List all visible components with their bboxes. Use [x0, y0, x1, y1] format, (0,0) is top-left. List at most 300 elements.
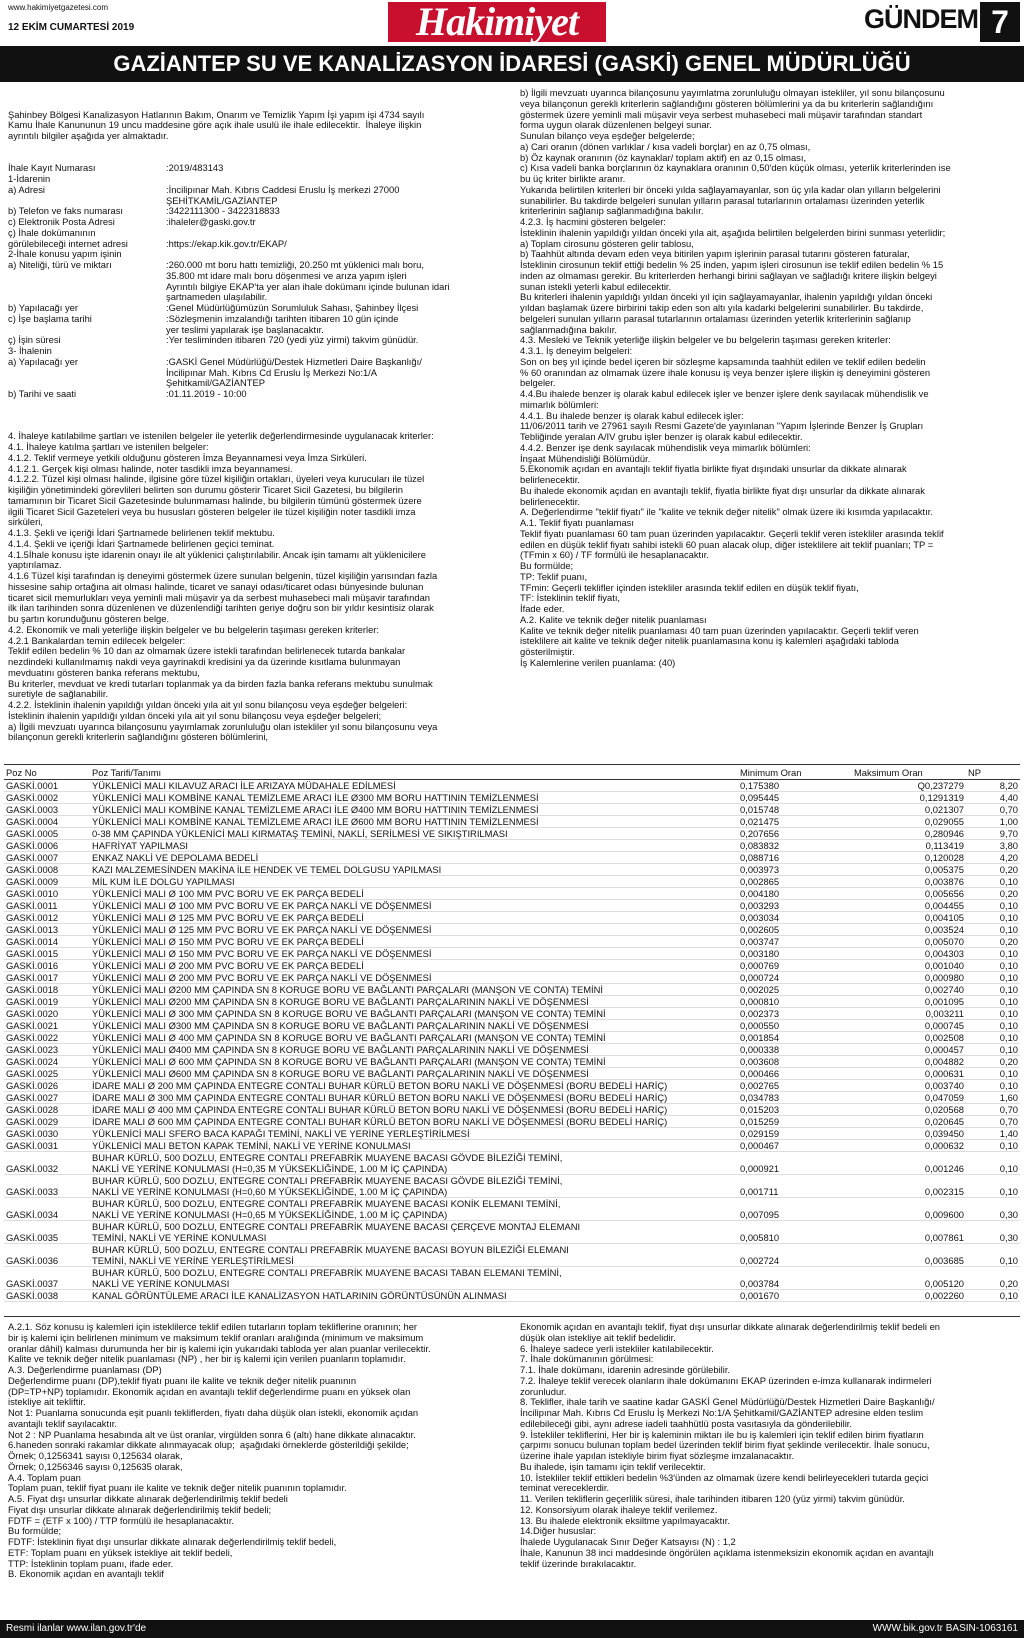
cell-np: 8,20 [966, 780, 1020, 792]
text-line: İhale, Kanunun 38 inci maddesinde öngörülen açıklama istenmeksizin ekonomik açıdan en avantajlı [520, 1547, 934, 1558]
text-line: suretiyle de sağlanabilir. [8, 689, 109, 700]
cell-np: 0,10 [966, 1032, 1020, 1044]
text-line: A.4. Toplam puan [8, 1472, 81, 1483]
table-row [4, 1221, 1020, 1244]
cell-poz-no: GASKİ.0009 [4, 876, 90, 888]
cell-min-ratio: 0,005810 [738, 1221, 852, 1244]
cell-description: YÜKLENİCİ MALI Ø 100 MM PVC BORU VE EK PARÇA NAKLİ VE DÖŞENMESİ [90, 900, 738, 912]
text-line: c) Kısa vadeli banka borçlarının öz kaynaklara oranının 0,50'den küçük olması, yeterlik kriterlerinden ise [520, 163, 951, 174]
detail-value: 35.800 mt idare malı boru döşenmesi ve arıza yapım işleri [166, 269, 407, 281]
cell-max-ratio: 0,020645 [852, 1116, 966, 1128]
text-line: 4.1.2.2. Tüzel kişi olması halinde, ilgisine göre tüzel kişiliğin ortakları, üyeleri veya kurucuları ile tüzel [8, 474, 425, 485]
site-url[interactable]: www.hakimiyetgazetesi.com [8, 3, 109, 12]
cell-min-ratio: 0,002373 [738, 1008, 852, 1020]
cell-max-ratio: 0,001246 [852, 1152, 966, 1175]
cell-np: 0,20 [966, 888, 1020, 900]
cell-max-ratio: 0,004303 [852, 948, 966, 960]
cell-poz-no: GASKİ.0015 [4, 948, 90, 960]
detail-value: :https://ekap.kik.gov.tr/EKAP/ [166, 237, 287, 249]
cell-poz-no: GASKİ.0026 [4, 1080, 90, 1092]
text-line: 9. İstekliler tekliflerini, Her bir iş kaleminin miktarı ile bu iş kalemleri için teklif edilen birim fiyatların [520, 1429, 924, 1440]
cell-poz-no: GASKİ.0025 [4, 1068, 90, 1080]
text-line: Not 2 : NP Puanlama hesabında alt ve üst oranlar, virgülden sonra 6 (altı) hane dikkate alınacaktır. [8, 1429, 416, 1440]
text-line: edilebileceği gibi, aynı adrese iadeli taahhütlü posta vasıtasıyla da gönderilebilir. [520, 1418, 852, 1429]
detail-row [8, 271, 508, 282]
text-line: ayrıntılı bilgiler aşağıda yer almaktadır. [8, 131, 169, 141]
detail-row [8, 314, 508, 325]
cell-poz-no: GASKİ.0018 [4, 984, 90, 996]
cell-poz-no: GASKİ.0029 [4, 1116, 90, 1128]
detail-value: şartnameden ulaşılabilir. [166, 291, 268, 303]
cell-np: 9,70 [966, 828, 1020, 840]
text-line: ilk ilan tarihinden sonra düzenlenen ve düzenlendiği tarihten geriye doğru son bir yıldır kesintisiz olarak [8, 603, 434, 614]
text-line: üzerine ihale yapılan istekliyle birim fiyat sözleşme imzalanacaktır. [520, 1451, 795, 1461]
text-line: nezdindeki kullanılmamış nakdi veya gayrinakdi kredisini ya da üzerinde kısıtlama bulunmayan [8, 657, 401, 667]
cell-poz-no: GASKİ.0032 [4, 1152, 90, 1175]
detail-value: :260.000 mt boru hattı temizliği, 20.250 mt yüklenici malı boru, [166, 259, 424, 270]
text-line: Fiyat dışı unsurlar dikkate alınarak değerlendirilmiş teklif bedeli; [8, 1504, 272, 1515]
cell-poz-no: GASKİ.0002 [4, 792, 90, 804]
cell-np: 0,10 [966, 1175, 1020, 1198]
detail-value: :01.11.2019 - 10:00 [166, 388, 247, 399]
cell-min-ratio: 0,000810 [738, 996, 852, 1008]
detail-row [8, 185, 508, 196]
cell-max-ratio: 0,020568 [852, 1104, 966, 1116]
text-line: Ekonomik açıdan en avantajlı teklif, fiyat dışı unsurlar dikkate alınarak değerlendirilmiş teklif bedeli en [520, 1322, 941, 1332]
cell-max-ratio: 0,005070 [852, 936, 966, 948]
intro-text [8, 110, 508, 142]
footer-left-link[interactable]: Resmi ilanlar www.ilan.gov.tr'de [6, 1623, 147, 1634]
cell-max-ratio: 0,000632 [852, 1140, 966, 1152]
text-line: 6. İhaleye sadece yerli istekliler katılabilecektir. [520, 1343, 714, 1354]
cell-poz-no: GASKİ.0007 [4, 852, 90, 864]
text-line: sağlanmadığına bakılır. [520, 324, 617, 335]
text-line: 4.3. Mesleki ve Teknik yeterliğe ilişkin belgeler ve bu belgelerin taşıması gereken kriterler: [520, 335, 891, 346]
text-line: bir iş kalemi için belirlenen minimum ve maksimum teklif oranları aralığında (minimum ve maksimum [8, 1332, 424, 1343]
text-line: İncilipınar Mah. Kıbrıs Cd Eruslu İş Merkezi No:1/A Şehitkamil/GAZİANTEP adresine elden teslim [520, 1408, 924, 1418]
detail-row [8, 335, 508, 346]
table-row [4, 1152, 1020, 1175]
detail-value [166, 228, 508, 239]
cell-description: YÜKLENİCİ MALI KOMBİNE KANAL TEMİZLEME ARACI İLE Ø300 MM BORU HATTININ TEMİZLENMESİ [90, 792, 738, 804]
detail-label: b) Tarihi ve saati [8, 388, 77, 399]
issue-date: 12 EKİM CUMARTESİ 2019 [8, 22, 135, 33]
text-line: 4.1.2.1. Gerçek kişi olması halinde, noter tasdikli imza beyannamesi. [8, 463, 293, 474]
detail-row [8, 228, 508, 239]
detail-value: :2019/483143 [166, 162, 224, 174]
cell-min-ratio: 0,000550 [738, 1020, 852, 1032]
cell-np: 0,10 [966, 972, 1020, 984]
cell-min-ratio: 0,029159 [738, 1128, 852, 1140]
text-line: İş Kalemlerine verilen puanlama: (40) [520, 657, 676, 668]
table-row [4, 1044, 1020, 1056]
cell-description: YÜKLENİCİ MALI Ø 600 MM ÇAPINDA SN 8 KORUGE BORU VE BAĞLANTI PARÇALARI (MANŞON VE CONTA) TEMİNİ [90, 1056, 738, 1068]
text-line: A.3. Değerlendirme puanlaması (DP) [8, 1365, 162, 1375]
cell-poz-no: GASKİ.0033 [4, 1175, 90, 1198]
cell-np: 0,20 [966, 864, 1020, 876]
cell-description: KAZI MALZEMESİNDEN MAKİNA İLE HENDEK VE TEMEL DOLGUSU YAPILMASI [90, 864, 738, 876]
cell-description: YÜKLENİCİ MALI BETON KAPAK TEMİNİ, NAKLİ VE YERİNE KONULMASI [90, 1140, 738, 1152]
table-row [4, 804, 1020, 816]
cell-description: 0-38 MM ÇAPINDA YÜKLENİCİ MALI KIRMATAŞ TEMİNİ, NAKLİ, SERİLMESİ VE SIKIŞTIRILMASI [90, 828, 738, 840]
table-row [4, 972, 1020, 984]
cell-np: 1,40 [966, 1128, 1020, 1140]
cell-description: YÜKLENİCİ MALI Ø 400 MM ÇAPINDA SN 8 KORUGE BORU VE BAĞLANTI PARÇALARI (MANŞON VE CONTA) TEMİNİ [90, 1032, 738, 1044]
detail-row [8, 163, 508, 174]
cell-description: KANAL GÖRÜNTÜLEME ARACI İLE KANALİZASYON HATLARININ GÖRÜNTÜSÜNÜN ALINMASI [90, 1290, 738, 1302]
text-line: 4.2.1 Bankalardan temin edilecek belgeler: [8, 635, 186, 646]
left-column [8, 88, 508, 760]
text-line: sirküleri, [8, 517, 43, 528]
text-line: A.2.1. Söz konusu iş kalemleri için isteklilerce teklif edilen tutarların toplam tekliflerine oranının; her [8, 1322, 418, 1332]
text-line: Kalite ve teknik değer nitelik puanlaması (NP) , her bir iş kalemi için verilen puanların toplamıdır. [8, 1354, 406, 1365]
text-line: b) Öz kaynak oranının (öz kaynaklar/ toplam aktif) en az 0,15 olması, [520, 152, 807, 163]
table-row [4, 948, 1020, 960]
text-line: oranlar dâhil) kalması durumunda her bir iş kalemi için yukarıdaki tabloda yer alan puanlar verilecektir. [8, 1343, 431, 1354]
cell-np: 0,20 [966, 936, 1020, 948]
cell-poz-no: GASKİ.0024 [4, 1056, 90, 1068]
text-line: göstermek üzere yeminli mali müşavir veya serbest muhasebeci mali müşavir tarafından standart [520, 109, 923, 120]
text-line: 4.4.Bu ihalede benzer iş olarak kabul edilecek işler ve benzer işlere denk sayılacak mühendislik ve [520, 389, 929, 399]
cell-np: 3,80 [966, 840, 1020, 852]
cell-description: BUHAR KÜRLÜ, 500 DOZLU, ENTEGRE CONTALI PREFABRİK MUAYENE BACASI BOYUN BİLEZİĞİ ELEMANI TEMİNİ, NAKLİ VE YERİNE YERLEŞTİRİLMESİ [90, 1244, 738, 1267]
text-line: mimarlık bölümleri: [520, 399, 599, 410]
text-line: isteklilere ait kalite ve teknik değer nitelik puanlamasına konu iş kalemleri aşağıdaki tabloda [520, 636, 899, 647]
cell-max-ratio: 0,009600 [852, 1198, 966, 1221]
cell-description: İDARE MALI Ø 300 MM ÇAPINDA ENTEGRE CONTALI BUHAR KÜRLÜ BETON BORU NAKLİ VE DÖŞENMESİ (BORU BEDELİ HARİÇ) [90, 1092, 738, 1104]
cell-description: İDARE MALI Ø 400 MM ÇAPINDA ENTEGRE CONTALI BUHAR KÜRLÜ BETON BORU NAKLİ VE DÖŞENMESİ (BORU BEDELİ HARİÇ) [90, 1104, 738, 1116]
text-line: Not 1: Puanlama sonucunda eşit puanlı tekliflerden, fiyatı daha düşük olan istekli, ekonomik açıdan [8, 1408, 419, 1418]
cell-min-ratio: 0,003973 [738, 864, 852, 876]
text-line: FDTF: İsteklinin fiyat dışı unsurlar dikkate alınarak değerlendirilmiş teklif bedeli, [8, 1537, 337, 1547]
text-line: Bu ihalede, işin tamamı için teklif verilecektir. [520, 1461, 706, 1472]
cell-max-ratio: 0,002315 [852, 1175, 966, 1198]
detail-value: :3422111300 - 3422318833 [166, 205, 280, 217]
text-line: A.1. Teklif fiyatı puanlaması [520, 518, 634, 528]
detail-row [8, 378, 508, 389]
table-row [4, 912, 1020, 924]
cell-max-ratio: 0,002740 [852, 984, 966, 996]
cell-max-ratio: 0,001040 [852, 960, 966, 972]
detail-label [8, 282, 166, 293]
cell-min-ratio: 0,002724 [738, 1244, 852, 1267]
text-line: belirlenecektir. [520, 496, 580, 507]
text-line: İsteklinin ihalenin yapıldığı yıldan önceki yıla ait, aşağıda belirtilen belgelerden birini sunması yeterlidir; [520, 227, 946, 238]
cell-np: 0,30 [966, 1198, 1020, 1221]
text-line: edilen en düşük teklif fiyatı sahibi istekli 60 puan alacak olup, diğer isteklilere ait teklif puanları; TP = [520, 539, 934, 550]
footer-right-ref: WWW.bik.gov.tr BASIN-1063161 [872, 1623, 1018, 1634]
text-line: forma uygun olarak düzenlenen belgeyi sunar. [520, 120, 712, 131]
text-line: tamamının bir Ticaret Sicil Gazetesinde bulunmaması halinde, bu bilgilerin tümünü göstermek üzere [8, 495, 422, 506]
text-line: Kamu İhale Kanununun 19 uncu maddesine göre açık ihale usulü ile ihale edilecektir. İhaleye ilişkin [8, 120, 422, 131]
table-row [4, 996, 1020, 1008]
text-line: çarpımı sonucu bulunan toplam bedel üzerinden teklif birim fiyat şeklinde verilecektir. İhale sonucu, [520, 1440, 930, 1451]
text-line: Şahinbey Bölgesi Kanalizasyon Hatlarının Bakım, Onarım ve Temizlik Yapım İşi yapım işi 4734 sayılı [8, 109, 425, 120]
cell-poz-no: GASKİ.0036 [4, 1244, 90, 1267]
cell-min-ratio: 0,001711 [738, 1175, 852, 1198]
tender-details [8, 163, 508, 400]
table-row [4, 1140, 1020, 1152]
cell-poz-no: GASKİ.0008 [4, 864, 90, 876]
detail-value: :İncilipınar Mah. Kıbrıs Caddesi Eruslu İş merkezi 27000 [166, 183, 400, 195]
text-line: 4.1.6 Tüzel kişi tarafından iş deneyimi göstermek üzere sunulan belgenin, tüzel kişiliğin yarısından fazla [8, 571, 438, 581]
text-line: İhalede Uygulanacak Sınır Değer Katsayısı (N) : 1,2 [520, 1537, 736, 1547]
cell-poz-no: GASKİ.0034 [4, 1198, 90, 1221]
cell-min-ratio: 0,095445 [738, 792, 852, 804]
text-line: 4.1. İhaleye katılma şartları ve istenilen belgeler: [8, 442, 209, 452]
text-line: 4.4.2. Benzer işe denk sayılacak mühendislik veya mimarlık bölümleri: [520, 442, 811, 453]
cell-poz-no: GASKİ.0030 [4, 1128, 90, 1140]
detail-value: :Genel Müdürlüğümüzün Sorumluluk Sahası, Şahinbey İlçesi [166, 302, 419, 313]
detail-label: görülebileceği internet adresi [8, 237, 128, 249]
detail-label: ç) İşin süresi [8, 334, 61, 346]
cell-description: YÜKLENİCİ MALI Ø200 MM ÇAPINDA SN 8 KORUGE BORU VE BAĞLANTI PARÇALARININ NAKLİ VE DÖŞENMESİ [90, 996, 738, 1008]
cell-poz-no: GASKİ.0012 [4, 912, 90, 924]
cell-min-ratio: 0,004180 [738, 888, 852, 900]
text-line: mevduatını gösteren banka referans mektubu, [8, 667, 200, 678]
text-line: ticaret sicil memurlukları veya yeminli mali müşavir ya da serbest muhasebeci mali müşavir tarafından [8, 592, 431, 603]
cell-max-ratio: 0,004105 [852, 912, 966, 924]
text-line: veya bilançonun gerekli kriterlerin sağlandığını gösteren bölümlerini ya da bu kriterlerin sağlandığını [520, 98, 934, 109]
table-row [4, 1290, 1020, 1302]
text-line: 11. Verilen tekliflerin geçerlilik süresi, ihale tarihinden itibaren 120 (yüz yirmi) takvim günüdür. [520, 1494, 905, 1504]
table-row [4, 900, 1020, 912]
cell-min-ratio: 0,003608 [738, 1056, 852, 1068]
cell-np: 0,10 [966, 1008, 1020, 1020]
text-line: 7. İhale dokümanının görülmesi: [520, 1354, 654, 1365]
table-row [4, 1056, 1020, 1068]
table-row [4, 1267, 1020, 1290]
text-line: 4.2.2. İsteklinin ihalenin yapıldığı yıldan önceki yıla ait yıl sonu bilançosu veya eşdeğer belgeleri: [8, 700, 408, 710]
cell-poz-no: GASKİ.0023 [4, 1044, 90, 1056]
cell-max-ratio: 0,000980 [852, 972, 966, 984]
cell-max-ratio: 0,000457 [852, 1044, 966, 1056]
cell-min-ratio: 0,034783 [738, 1092, 852, 1104]
table-row [4, 1008, 1020, 1020]
table-row [4, 1175, 1020, 1198]
detail-value: :ihaleler@gaski.gov.tr [166, 216, 256, 227]
col-header-description: Poz Tarifi/Tanımı [90, 765, 738, 780]
cell-poz-no: GASKİ.0019 [4, 996, 90, 1008]
cell-max-ratio: 0,029055 [852, 816, 966, 828]
text-line: B. Ekonomik açıdan en avantajlı teklif [8, 1569, 164, 1580]
cell-poz-no: GASKİ.0003 [4, 804, 90, 816]
cell-description: YÜKLENİCİ MALI KILAVUZ ARACI İLE ARIZAYA MÜDAHALE EDİLMESİ [90, 780, 738, 792]
text-line: 6.haneden sonraki rakamlar dikkate alınmayacak olup; aşağıdaki örneklerde gösterildiği şekilde; [8, 1440, 409, 1451]
text-line: Sunulan bilanço veya eşdeğer belgelerde; [520, 131, 695, 141]
table-row [4, 816, 1020, 828]
text-line: belgeleri sunulan yılların parasal tutarlarının ortalaması üzerinden yeterlik kriterlerinin sağlanıp [520, 313, 911, 324]
text-line: Son on beş yıl içinde bedel içeren bir sözleşme kapsamında taahhüt edilen ve teklif edilen bedelin [520, 356, 926, 367]
cell-max-ratio: 0,002260 [852, 1290, 966, 1302]
text-line: yaptırılamaz. [8, 560, 62, 571]
cell-max-ratio: 0,005656 [852, 888, 966, 900]
text-line: 4. İhaleye katılabilme şartları ve istenilen belgeler ile yeterlik değerlendirmesinde uygulanacak kriterler: [8, 431, 434, 442]
cell-max-ratio: 0,004882 [852, 1056, 966, 1068]
text-line: inden az olmaması gerekir. Bu kriterlerden herhangi birini sağlayan ve sağladığı kritere ilişkin belgeyi [520, 270, 937, 281]
text-line: yıldan başlamak üzere birbirini takip eden son altı yıla kadarki belgelerini sunabilirler. Bu takdirde, [520, 303, 924, 313]
cell-description: HAFRİYAT YAPILMASI [90, 840, 738, 852]
text-line: Bu ihalede ekonomik açıdan en avantajlı teklif, fiyatla birlikte fiyat dışı unsurlar da dikkate alınarak [520, 485, 925, 496]
cell-np: 0,20 [966, 1267, 1020, 1290]
text-line: Örnek; 0,1256346 sayısı 0,125635 olarak, [8, 1461, 183, 1472]
cell-np: 0,10 [966, 1140, 1020, 1152]
text-line: 4.2. Ekonomik ve mali yeterliğe ilişkin belgeler ve bu belgelerin taşıması gereken kriterler: [8, 624, 380, 635]
cell-np: 0,10 [966, 948, 1020, 960]
table-row [4, 960, 1020, 972]
table-row [4, 840, 1020, 852]
table-row [4, 1092, 1020, 1104]
page-number: 7 [980, 2, 1020, 42]
detail-label: c) İşe başlama tarihi [8, 312, 92, 324]
cell-max-ratio: 0,000745 [852, 1020, 966, 1032]
text-line: bu şartın korunduğunu gösteren belge. [8, 614, 170, 624]
text-line: İsteklinin cirosunun teklif ettiği bedelin % 25 inden, yapım işleri cirosunun ise teklif edilen bedelin % 15 [520, 260, 944, 270]
cell-description: YÜKLENİCİ MALI Ø300 MM ÇAPINDA SN 8 KORUGE BORU VE BAĞLANTI PARÇALARININ NAKLİ VE DÖŞENMESİ [90, 1020, 738, 1032]
table-row [4, 828, 1020, 840]
table-row [4, 924, 1020, 936]
text-line: 12. Konsorsiyum olarak ihaleye teklif verilemez. [520, 1504, 718, 1515]
detail-label: b) Telefon ve faks numarası [8, 205, 123, 217]
table-row [4, 1244, 1020, 1267]
cell-np: 0,20 [966, 1056, 1020, 1068]
detail-label: ç) İhale dokümanının [8, 226, 96, 238]
cell-min-ratio: 0,000769 [738, 960, 852, 972]
cell-np: 0,10 [966, 1244, 1020, 1267]
left-body-text [8, 431, 508, 743]
cell-description: YÜKLENİCİ MALI Ø 200 MM PVC BORU VE EK PARÇA BEDELİ [90, 960, 738, 972]
text-line: bilançonun gerekli kriterlerin sağlandığını gösteren bölümlerini, [8, 732, 269, 743]
cell-poz-no: GASKİ.0017 [4, 972, 90, 984]
cell-np: 0,10 [966, 1068, 1020, 1080]
cell-min-ratio: 0,015259 [738, 1116, 852, 1128]
detail-label [8, 271, 166, 282]
text-line: belirlenecektir. [520, 475, 580, 485]
cell-max-ratio: 0,003740 [852, 1080, 966, 1092]
table-row [4, 1198, 1020, 1221]
text-line: Örnek; 0,1256341 sayısı 0,125634 olarak, [8, 1451, 183, 1461]
cell-description: YÜKLENİCİ MALI Ø 150 MM PVC BORU VE EK PARÇA NAKLİ VE DÖŞENMESİ [90, 948, 738, 960]
detail-label: a) Yapılacağı yer [8, 355, 79, 367]
text-line: teklif üzerinde bırakılacaktır. [520, 1558, 637, 1569]
detail-value: :Yer tesliminden itibaren 720 (yedi yüz yirmi) takvim günüdür. [166, 334, 419, 346]
text-line: gösterilmiştir. [520, 647, 575, 657]
text-line: 4.1.4. Şekli ve içeriği İdari Şartnamede belirlenen geçici teminat. [8, 538, 275, 549]
cell-description: BUHAR KÜRLÜ, 500 DOZLU, ENTEGRE CONTALI PREFABRİK MUAYENE BACASI GÖVDE BİLEZİĞİ TEMİNİ, NAKLİ VE YERİNE KONULMASI (H=0,60 M YÜKSEKLİĞİNDE, 1.00 M İÇ ÇAPINDA) [90, 1175, 738, 1198]
right-column [520, 88, 1018, 760]
cell-min-ratio: 0,015203 [738, 1104, 852, 1116]
cell-description: MİL KUM İLE DOLGU YAPILMASI [90, 876, 738, 888]
cell-poz-no: GASKİ.0001 [4, 780, 90, 792]
bottom-left-text [8, 1322, 508, 1616]
detail-value: Ayrıntılı bilgiye EKAP'ta yer alan ihale dokümanı içinde bulunan idari [166, 280, 450, 292]
text-line: İnşaat Mühendisliği Bölümüdür. [520, 453, 651, 464]
cell-min-ratio: 0,088716 [738, 852, 852, 864]
cell-description: YÜKLENİCİ MALI Ø600 MM ÇAPINDA SN 8 KORUGE BORU VE BAĞLANTI PARÇALARININ NAKLİ VE DÖŞENMESİ [90, 1068, 738, 1080]
cell-min-ratio: 0,003034 [738, 912, 852, 924]
cell-poz-no: GASKİ.0006 [4, 840, 90, 852]
cell-max-ratio: 0,047059 [852, 1092, 966, 1104]
page-header [0, 0, 1024, 46]
cell-poz-no: GASKİ.0027 [4, 1092, 90, 1104]
cell-min-ratio: 0,000724 [738, 972, 852, 984]
cell-description: YÜKLENİCİ MALI Ø200 MM ÇAPINDA SN 8 KORUGE BORU VE BAĞLANTI PARÇALARI (MANŞON VE CONTA) TEMİNİ [90, 984, 738, 996]
cell-max-ratio: 0,003876 [852, 876, 966, 888]
cell-max-ratio: 0,003524 [852, 924, 966, 936]
table-row [4, 1032, 1020, 1044]
detail-label: 3- İhalenin [8, 345, 52, 356]
text-line: sunan istekli yeterli kabul edilecektir. [520, 281, 672, 292]
table-row [4, 1068, 1020, 1080]
newspaper-logo: Hakimiyet [388, 2, 606, 42]
cell-min-ratio: 0,015748 [738, 804, 852, 816]
cell-min-ratio: 0,007095 [738, 1198, 852, 1221]
cell-min-ratio: 0,003293 [738, 900, 852, 912]
text-line: Yukarıda belirtilen kriterleri bir önceki yılda sağlayamayanlar, son üç yıla kadar olan yılların belgelerini [520, 184, 941, 195]
cell-np: 0,10 [966, 1290, 1020, 1302]
col-header-max: Maksimum Oran [852, 765, 966, 780]
cell-poz-no: GASKİ.0004 [4, 816, 90, 828]
text-line: % 60 oranından az olmamak üzere ihale konusu iş veya benzer işlere ilişkin iş deneyimini gösteren [520, 367, 931, 378]
detail-value: :GASKİ Genel Müdürlüğü/Destek Hizmetleri Daire Başkanlığı/ [166, 355, 422, 367]
cell-poz-no: GASKİ.0022 [4, 1032, 90, 1044]
text-line: TTP: İsteklinin toplam puanı, ifade eder. [8, 1558, 174, 1569]
table-header-row [4, 765, 1020, 780]
text-line: 4.1.3. Şekli ve içeriği İdari Şartnamede belirlenen teklif mektubu. [8, 528, 275, 538]
work-items-table [4, 764, 1020, 1302]
text-line: kriterlerinin sağlanıp sağlanmadığına bakılır. [520, 206, 704, 217]
text-line: hissesine sahip ortağına ait olması halinde, ticaret ve sanayi odası/ticaret odası bünyesinde bulunan [8, 581, 424, 592]
divider [4, 1316, 1020, 1317]
detail-label: c) Elektronik Posta Adresi [8, 216, 115, 227]
detail-label: 2-İhale konusu yapım işinin [8, 248, 122, 260]
col-header-min: Minimum Oran [738, 765, 852, 780]
text-line: ilgili Ticaret Sicil Gazeteleri veya bu hususları gösteren belgeler ile tüzel kişiliğin noter tasdikli imza [8, 506, 416, 517]
text-line: ETF: Toplam puanı en yüksek istekliye ait teklif bedeli, [8, 1547, 233, 1558]
table-row [4, 1104, 1020, 1116]
col-header-poz-no: Poz No [4, 765, 90, 780]
cell-max-ratio: 0,120028 [852, 852, 966, 864]
cell-np: 0,70 [966, 804, 1020, 816]
cell-min-ratio: 0,207656 [738, 828, 852, 840]
cell-min-ratio: 0,001854 [738, 1032, 852, 1044]
text-line: A.2. Kalite ve teknik değer nitelik puanlaması [520, 614, 707, 625]
detail-label [8, 368, 166, 379]
text-line: b) Taahhüt altında devam eden veya bitirilen yapım işlerinin parasal tutarını gösteren faturalar, [520, 249, 910, 260]
cell-min-ratio: 0,001670 [738, 1290, 852, 1302]
cell-description: YÜKLENİCİ MALI Ø 300 MM ÇAPINDA SN 8 KORUGE BORU VE BAĞLANTI PARÇALARI (MANŞON VE CONTA) TEMİNİ [90, 1008, 738, 1020]
cell-min-ratio: 0,003747 [738, 936, 852, 948]
text-line: a) Toplam cirosunu gösteren gelir tablosu, [520, 238, 694, 249]
text-line: a) Cari oranın (dönen varlıklar / kısa vadeli borçlar) en az 0,75 olması, [520, 141, 811, 152]
cell-poz-no: GASKİ.0010 [4, 888, 90, 900]
cell-description: BUHAR KÜRLÜ, 500 DOZLU, ENTEGRE CONTALI PREFABRİK MUAYENE BACASI KONİK ELEMANI TEMİNİ, NAKLİ VE YERİNE KONULMASI (H=0,65 M YÜKSEKLİĞİNDE, 1.00 M İÇ ÇAPINDA) [90, 1198, 738, 1221]
cell-min-ratio: 0,002865 [738, 876, 852, 888]
detail-value: İncilipınar Mah. Kıbrıs Cd Eruslu İş Merkezi No:1/A [166, 366, 378, 378]
text-line: 13. Bu ihalede elektronik eksiltme yapılmayacaktır. [520, 1515, 730, 1526]
cell-poz-no: GASKİ.0014 [4, 936, 90, 948]
cell-description: YÜKLENİCİ MALI Ø 125 MM PVC BORU VE EK PARÇA BEDELİ [90, 912, 738, 924]
detail-label: İhale Kayıt Numarası [8, 162, 96, 174]
text-line: 4.4.1. Bu ihalede benzer iş olarak kabul edilecek işler: [520, 410, 744, 421]
text-line: Kalite ve teknik değer nitelik puanlaması 40 tam puan üzerinden yapılacaktır. Geçerli teklif veren [520, 625, 919, 636]
detail-value: Şehitkamil/GAZİANTEP [166, 377, 265, 389]
cell-description: İDARE MALI Ø 600 MM ÇAPINDA ENTEGRE CONTALI BUHAR KÜRLÜ BETON BORU NAKLİ VE DÖŞENMESİ (BORU BEDELİ HARİÇ) [90, 1116, 738, 1128]
cell-poz-no: GASKİ.0031 [4, 1140, 90, 1152]
text-line: 11/06/2011 tarih ve 27961 sayılı Resmi Gazete'de yayınlanan "Yapım İşlerinde Benzer İş Grupları [520, 421, 924, 432]
announcement-title-bar [0, 46, 1024, 82]
cell-max-ratio: 0,002508 [852, 1032, 966, 1044]
